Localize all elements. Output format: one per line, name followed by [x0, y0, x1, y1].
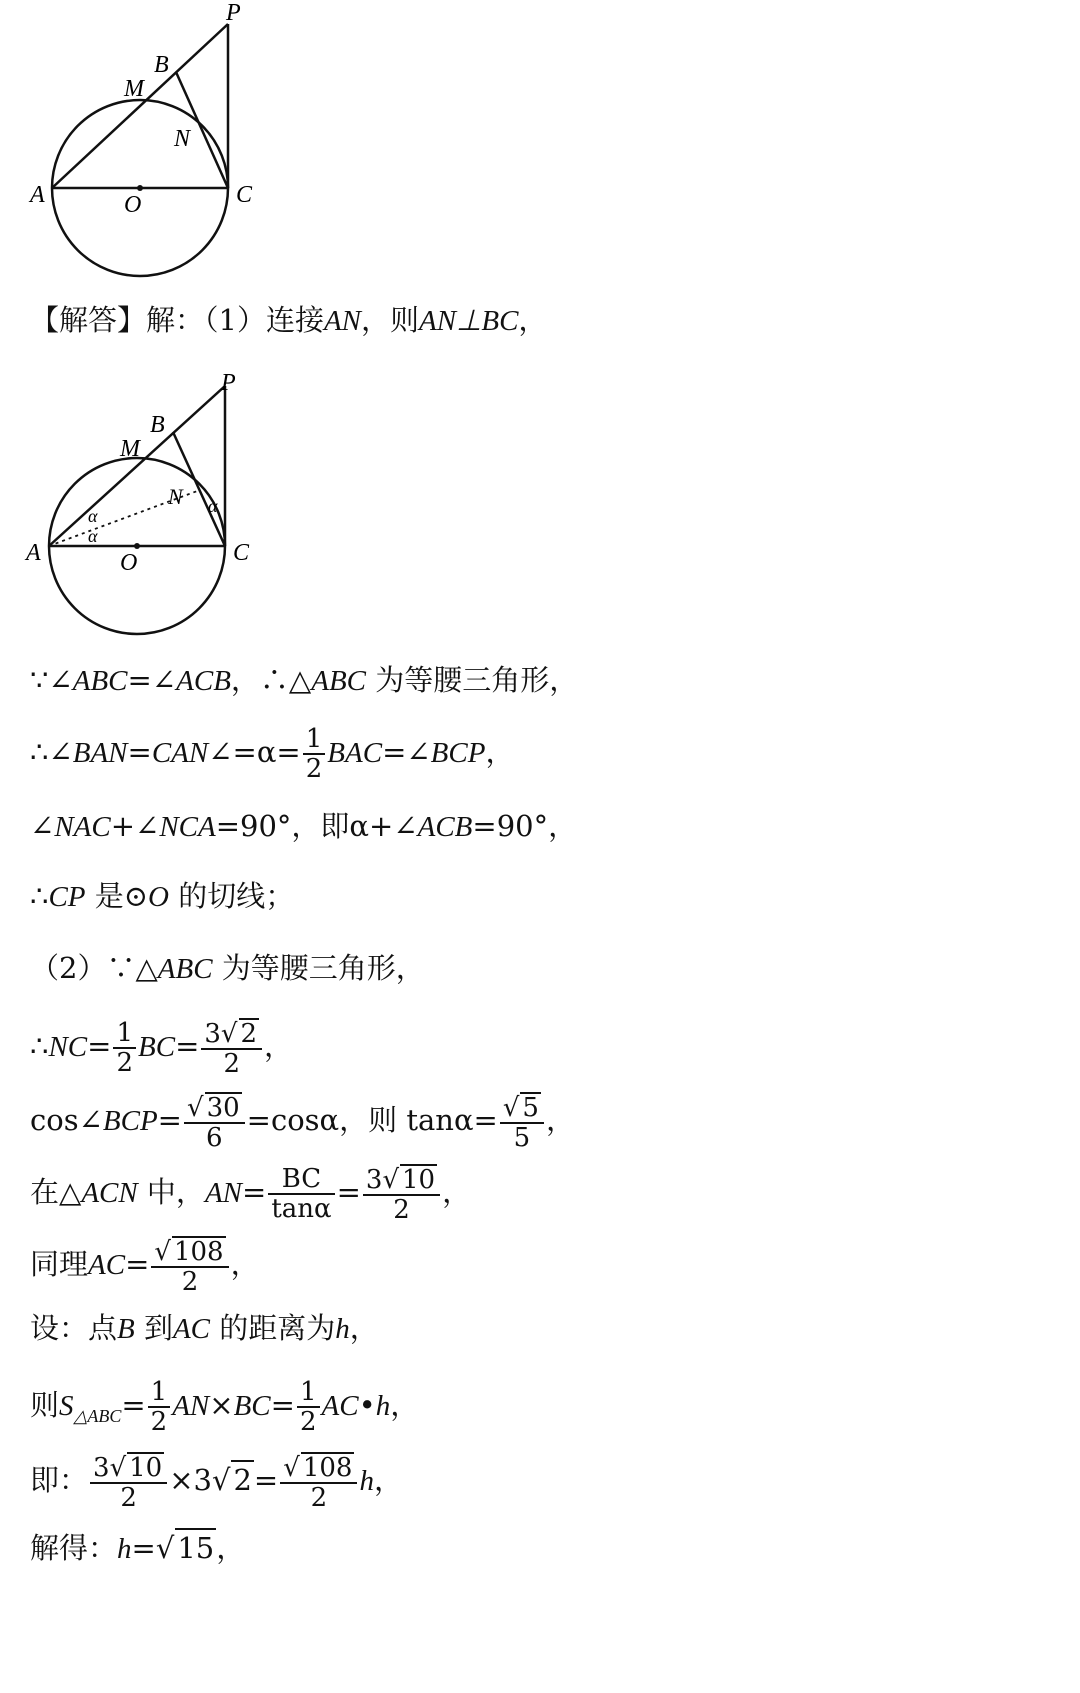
text: O — [148, 881, 169, 913]
label-c-2: C — [233, 540, 250, 566]
fraction — [148, 1378, 171, 1436]
text: BC — [138, 1031, 176, 1063]
label-b: B — [154, 52, 169, 78]
subscript: △ABC — [73, 1405, 122, 1426]
text: = — [157, 1103, 182, 1137]
fraction — [303, 725, 326, 783]
text: AN — [323, 305, 362, 337]
text: = — [87, 1029, 112, 1063]
line-part2 — [30, 950, 425, 987]
text: ， — [264, 1029, 294, 1063]
label-alpha-3: α — [208, 496, 218, 516]
label-a-2: A — [26, 540, 41, 566]
denominator: 5 — [513, 1123, 531, 1153]
text: ， — [349, 1311, 379, 1345]
fraction — [500, 1092, 544, 1152]
text: = — [121, 1388, 146, 1422]
text: ， — [216, 1531, 246, 1565]
text: CP — [48, 881, 86, 913]
text: = — [125, 1247, 150, 1281]
label-b-2: B — [150, 412, 165, 438]
text: ∴∠ — [30, 735, 73, 769]
text: AC — [321, 1390, 359, 1422]
text: ×3 — [169, 1463, 212, 1497]
label-c: C — [236, 182, 253, 208]
numerator: 3√ 10 — [90, 1452, 167, 1484]
text: ∠=α= — [208, 735, 301, 769]
text: 在△ — [30, 1175, 82, 1209]
label-p: P — [226, 0, 241, 26]
text: ， — [545, 1103, 575, 1137]
numerator: √ 108 — [151, 1236, 228, 1268]
text: （2）∵△ — [30, 951, 158, 985]
text: 中， — [137, 1175, 205, 1209]
text: = — [336, 1175, 361, 1209]
coef: 3 — [365, 1165, 383, 1195]
text: =∠ — [127, 663, 177, 697]
text: ∴ — [30, 879, 49, 913]
numerator: 1 — [303, 725, 326, 755]
text: BAC — [327, 737, 383, 769]
label-m-2: M — [120, 436, 140, 462]
text: 即： — [30, 1463, 89, 1497]
radicand: 15 — [175, 1528, 216, 1566]
label-o-2: O — [120, 550, 138, 576]
numerator: 3√ 2 — [201, 1018, 262, 1050]
text: ，∴△ — [230, 663, 312, 697]
fraction — [363, 1164, 440, 1224]
text: ∠ — [30, 809, 55, 843]
line-distance — [30, 1310, 379, 1347]
fraction — [90, 1452, 167, 1512]
text: NAC — [54, 811, 111, 843]
geometry-figure-1 — [0, 0, 300, 300]
numerator: 1 — [113, 1019, 136, 1049]
text: BC — [233, 1390, 271, 1422]
text: 是⊙ — [85, 879, 149, 913]
text: ，则 — [361, 303, 420, 337]
text: ， — [518, 303, 548, 337]
denominator: 2 — [305, 754, 323, 784]
line-tangent — [30, 878, 294, 915]
text: S — [59, 1390, 74, 1422]
line-equation: 即： $\frac{3√ 10}{2}$ ×3√ 2= $\frac{√ 108}{2}$ h， — [30, 1453, 403, 1513]
radicand: 108 — [302, 1453, 353, 1483]
numerator: 1 — [148, 1378, 171, 1408]
numerator: 1 — [297, 1378, 320, 1408]
text: 为等腰三角形， — [366, 663, 579, 697]
text: ， — [485, 735, 515, 769]
radicand: 10 — [129, 1453, 163, 1483]
segment-ap — [52, 24, 228, 188]
text: = — [270, 1388, 295, 1422]
label-n-2: N — [168, 484, 183, 509]
text: ， — [230, 1247, 260, 1281]
text: 的切线； — [169, 879, 295, 913]
text: 解得： — [30, 1531, 118, 1565]
center-dot — [137, 185, 143, 191]
radicand: 2 — [231, 1460, 253, 1498]
text: ABC — [72, 665, 128, 697]
denominator: 2 — [150, 1407, 168, 1437]
text: ACN — [81, 1177, 138, 1209]
line-ac — [30, 1236, 260, 1296]
text: = — [175, 1029, 200, 1063]
fraction — [280, 1452, 357, 1512]
text: =cosα，则 tanα= — [246, 1103, 498, 1137]
label-alpha-1: α — [88, 506, 98, 526]
solution-heading-line — [30, 302, 547, 339]
denominator: 2 — [181, 1267, 199, 1297]
fraction — [268, 1165, 334, 1223]
heading-text: 【解答】解：（1）连接 — [30, 303, 324, 337]
text: ∴ — [30, 1029, 49, 1063]
label-alpha-2: α — [88, 526, 98, 546]
text: =90°，即α+∠ — [215, 809, 418, 843]
numerator: √ 108 — [280, 1452, 357, 1484]
line-an — [30, 1164, 471, 1224]
text: ， — [373, 1463, 403, 1497]
text: +∠ — [110, 809, 160, 843]
text: ABC — [311, 665, 367, 697]
numerator: 3√ 10 — [363, 1164, 440, 1196]
radicand: 108 — [173, 1237, 224, 1267]
line-isosceles — [30, 662, 578, 699]
text: =90°， — [472, 809, 578, 843]
text: h — [117, 1533, 132, 1565]
text: h — [359, 1465, 374, 1497]
text: ACB — [176, 665, 231, 697]
text: AC — [172, 1313, 211, 1345]
text: BCP — [430, 737, 486, 769]
denominator: 6 — [206, 1123, 223, 1153]
numerator: √ 5 — [500, 1092, 544, 1124]
fraction — [113, 1019, 136, 1077]
label-p-2b: P — [221, 370, 236, 396]
text: cos∠ — [30, 1103, 103, 1137]
label-o: O — [124, 192, 142, 218]
text: AN⊥BC — [419, 305, 519, 337]
denominator: tanα — [271, 1194, 332, 1224]
center-dot-2 — [134, 543, 140, 549]
denominator: 2 — [310, 1483, 328, 1513]
denominator: 2 — [393, 1195, 410, 1225]
segment-ap-2 — [49, 386, 225, 546]
denominator: 2 — [116, 1048, 133, 1078]
text: AN — [204, 1177, 242, 1209]
line-right-angle — [30, 808, 577, 845]
text: BAN — [72, 737, 128, 769]
text: ACB — [417, 811, 473, 843]
coef: 3 — [204, 1019, 221, 1049]
denominator: 2 — [299, 1407, 317, 1437]
line-cos — [30, 1092, 575, 1152]
text: 为等腰三角形， — [212, 951, 425, 985]
geometry-figure-2 — [0, 386, 300, 686]
text: = — [131, 1531, 156, 1565]
radicand: 10 — [402, 1165, 436, 1195]
text: B — [117, 1313, 135, 1345]
fraction — [297, 1378, 320, 1436]
text: CAN — [151, 737, 209, 769]
denominator: 2 — [120, 1483, 137, 1513]
text: AC — [88, 1249, 126, 1281]
text: = — [253, 1463, 279, 1497]
radicand: 2 — [240, 1019, 258, 1049]
label-a: A — [30, 182, 45, 208]
text: BCP — [102, 1105, 158, 1137]
text: 的距离为 — [210, 1311, 336, 1345]
text: ， — [442, 1175, 472, 1209]
text: 同理 — [30, 1247, 89, 1281]
fraction — [184, 1092, 245, 1152]
line-nc — [30, 1018, 293, 1078]
text: AN — [172, 1390, 210, 1422]
label-n: N — [174, 126, 191, 152]
text: h — [335, 1313, 350, 1345]
text: • — [358, 1388, 376, 1422]
denominator: 2 — [223, 1049, 240, 1079]
text: ∵∠ — [30, 663, 73, 697]
text: 设：点 — [30, 1311, 118, 1345]
radicand: 5 — [522, 1093, 539, 1123]
fraction — [201, 1018, 262, 1078]
text: NC — [48, 1031, 88, 1063]
radicand: 30 — [206, 1093, 240, 1123]
line-result: 解得：h=√ 15， — [30, 1528, 245, 1567]
text: = — [242, 1175, 267, 1209]
text: 到 — [134, 1311, 173, 1345]
text: = — [127, 735, 152, 769]
numerator: BC — [268, 1165, 334, 1195]
label-m: M — [124, 76, 144, 102]
text: =∠ — [382, 735, 431, 769]
coef: 3 — [93, 1453, 110, 1483]
text: h — [375, 1390, 391, 1422]
line-angle-alpha — [30, 725, 514, 783]
numerator: √ 30 — [184, 1092, 245, 1124]
text: ， — [390, 1388, 420, 1422]
figure2-label-p — [0, 360, 300, 400]
fraction — [151, 1236, 228, 1296]
text: 则 — [30, 1388, 60, 1422]
text: NCA — [159, 811, 216, 843]
text: ABC — [157, 953, 213, 985]
line-area — [30, 1378, 419, 1436]
text: × — [209, 1388, 234, 1422]
